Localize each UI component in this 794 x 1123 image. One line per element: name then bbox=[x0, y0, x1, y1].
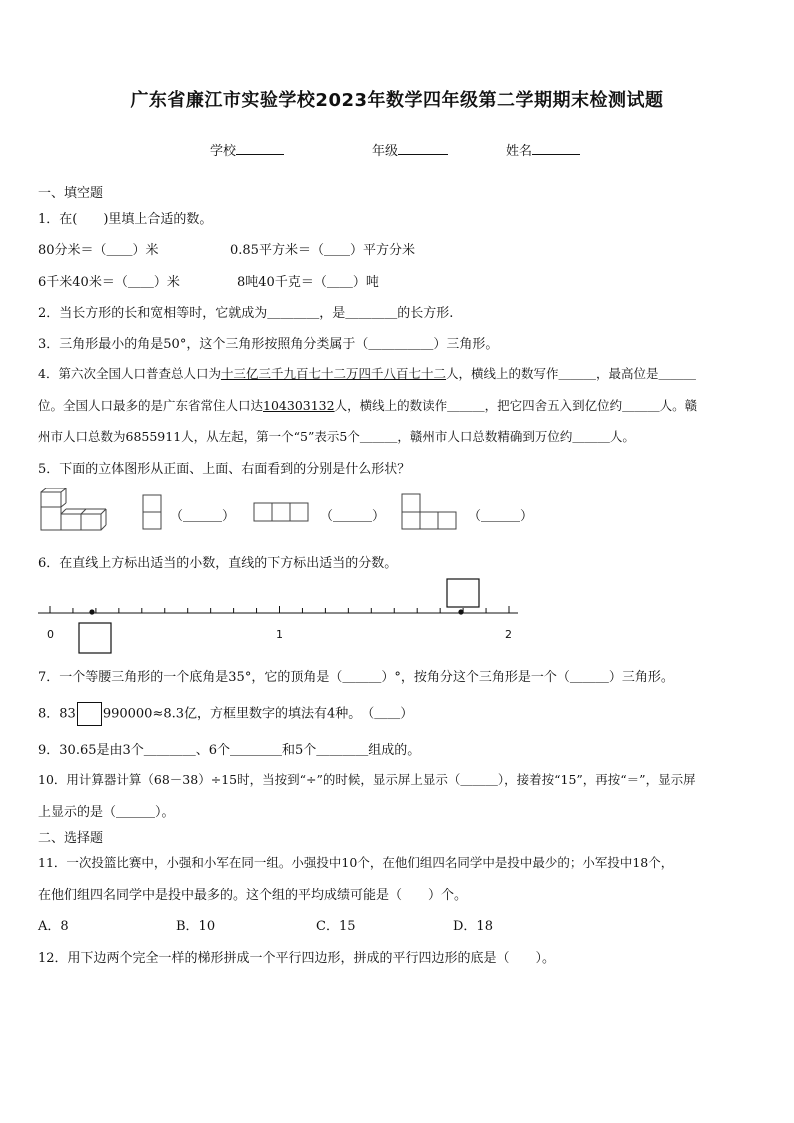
q4-underlined-digits: 104303132 bbox=[263, 398, 335, 413]
q3: 3．三角形最小的角是50°，这个三角形按照角分类属于（＿＿＿＿＿）三角形。 bbox=[38, 337, 499, 352]
q5-blank-2[interactable]: （＿＿＿） bbox=[320, 509, 386, 524]
q11-option-d[interactable]: D．18 bbox=[453, 919, 493, 934]
q1-b: 0.85平方米＝（＿＿）平方分米 bbox=[230, 243, 415, 258]
cube-solid-figure bbox=[38, 488, 108, 536]
section-choice-heading: 二、选择题 bbox=[38, 831, 104, 846]
view-right-figure bbox=[400, 492, 460, 532]
q7: 7．一个等腰三角形的一个底角是35°，它的顶角是（＿＿＿）°，按角分这个三角形是一个（＿＿＿）三角形。 bbox=[38, 670, 674, 685]
q5-blank-3[interactable]: （＿＿＿） bbox=[468, 509, 534, 524]
section-fill-heading: 一、填空题 bbox=[38, 186, 104, 201]
q11-option-b[interactable]: B．10 bbox=[176, 919, 216, 934]
grade-field bbox=[372, 140, 448, 159]
q4-line1 bbox=[38, 364, 696, 382]
q4-underlined-number: 十三亿三千九百七十二万四千八百七十二 bbox=[220, 366, 446, 381]
q1-d: 8吨40千克＝（＿＿）吨 bbox=[237, 275, 379, 290]
q4-text-a: 4．第六次全国人口普查总人口为 bbox=[38, 366, 221, 381]
name-blank[interactable] bbox=[532, 140, 580, 155]
q4-text-c: 位。全国人口最多的是广东省常住人口达 bbox=[38, 398, 264, 413]
q2: 2．当长方形的长和宽相等时，它就成为＿＿＿＿，是＿＿＿＿的长方形. bbox=[38, 306, 454, 321]
q11-line1: 11．一次投篮比赛中，小强和小军在同一组。小强投中10个，在他们组四名同学中是投中最少的；小军投中18个， bbox=[38, 855, 674, 870]
view-top-figure bbox=[252, 501, 312, 525]
name-field bbox=[506, 140, 580, 159]
point-a-dot bbox=[89, 609, 94, 614]
school-blank[interactable] bbox=[236, 140, 284, 155]
answer-box-below[interactable] bbox=[79, 623, 111, 653]
q10-line1: 10．用计算器计算（68－38）÷15时，当按到“÷”的时候，显示屏上显示（＿＿＿），接着按“15”，再按“＝”，显示屏 bbox=[38, 772, 696, 787]
q10-line2: 上显示的是（＿＿＿）。 bbox=[38, 805, 175, 820]
q6-stem: 6．在直线上方标出适当的小数，直线的下方标出适当的分数。 bbox=[38, 556, 398, 571]
q4-text-d: 人，横线上的数读作＿＿＿，把它四舍五入到亿位约＿＿＿人。赣 bbox=[334, 398, 698, 413]
name-label: 姓名 bbox=[506, 144, 533, 159]
number-line bbox=[0, 575, 794, 657]
number-line-ticks bbox=[50, 606, 509, 613]
grade-label: 年级 bbox=[372, 144, 399, 159]
school-field bbox=[210, 140, 284, 159]
q8-line bbox=[38, 702, 413, 726]
q5-stem: 5．下面的立体图形从正面、上面、右面看到的分别是什么形状？ bbox=[38, 462, 411, 477]
q8-text-b: 990000≈8.3亿，方框里数字的填法有4种。 （＿＿） bbox=[102, 706, 414, 722]
school-label: 学校 bbox=[210, 144, 237, 159]
q11-option-c[interactable]: C．15 bbox=[316, 919, 356, 934]
q1-stem: 1．在( )里填上合适的数。 bbox=[38, 212, 213, 227]
q8-digit-box[interactable] bbox=[77, 702, 102, 726]
q4-line2 bbox=[38, 396, 697, 414]
q11-option-a[interactable]: A．8 bbox=[38, 919, 69, 934]
q1-a: 80分米＝（＿＿）米 bbox=[38, 243, 159, 258]
label-1: 1 bbox=[276, 628, 283, 641]
q4-line3: 州市人口总数为6855911人，从左起，第一个“5”表示5个＿＿＿，赣州市人口总数精确到万位约＿＿＿人。 bbox=[38, 429, 635, 444]
label-0: 0 bbox=[47, 628, 54, 641]
grade-blank[interactable] bbox=[398, 140, 448, 155]
q11-line2: 在他们组四名同学中是投中最多的。这个组的平均成绩可能是（ ）个。 bbox=[38, 888, 468, 903]
page-title: 广东省廉江市实验学校2023年数学四年级第二学期期末检测试题 bbox=[130, 90, 664, 111]
q9: 9．30.65是由3个＿＿＿＿、6个＿＿＿＿和5个＿＿＿＿组成的。 bbox=[38, 743, 421, 758]
q8-text-a: 8．83 bbox=[38, 706, 76, 722]
point-b-dot bbox=[458, 609, 463, 614]
q1-c: 6千米40米＝（＿＿）米 bbox=[38, 275, 180, 290]
label-2: 2 bbox=[505, 628, 512, 641]
view-front-figure bbox=[140, 493, 164, 531]
answer-box-above[interactable] bbox=[447, 579, 479, 607]
q4-text-b: 人，横线上的数写作＿＿＿，最高位是＿＿＿ bbox=[445, 366, 696, 381]
q12: 12．用下边两个完全一样的梯形拼成一个平行四边形，拼成的平行四边形的底是（ ）。 bbox=[38, 951, 556, 966]
q5-blank-1[interactable]: （＿＿＿） bbox=[170, 509, 236, 524]
